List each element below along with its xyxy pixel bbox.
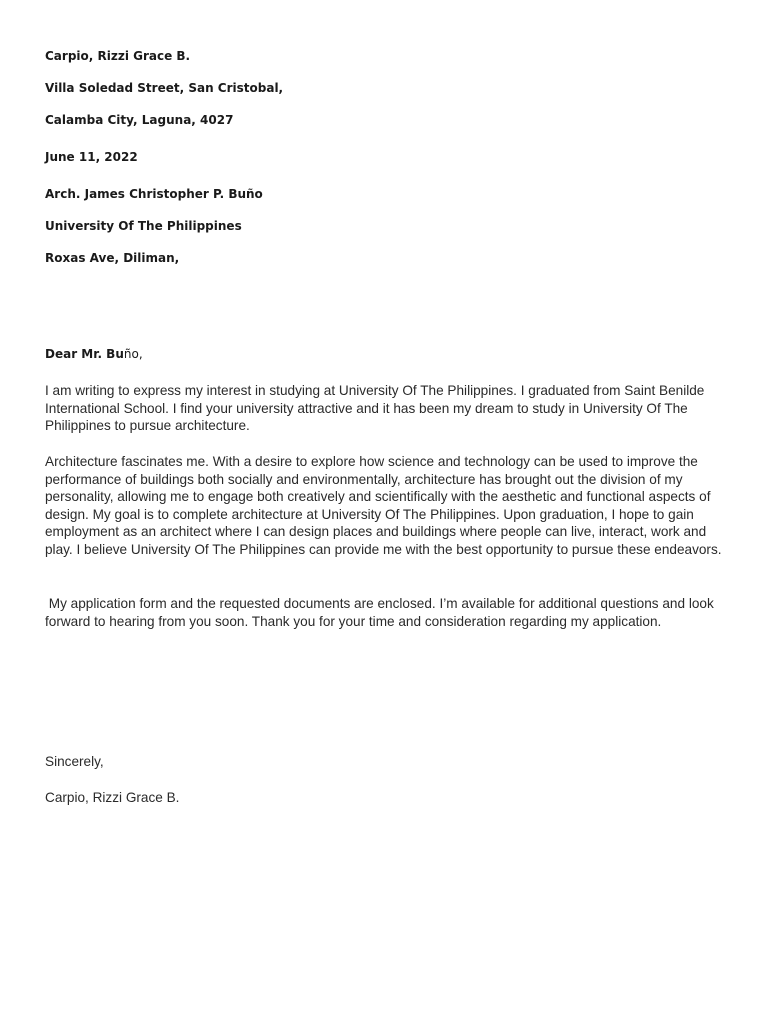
recipient-institution: University Of The Philippines	[45, 219, 242, 233]
closing: Sincerely,	[45, 754, 104, 769]
letter-date: June 11, 2022	[45, 150, 138, 164]
sender-name: Carpio, Rizzi Grace B.	[45, 49, 191, 63]
salutation-text: Dear Mr. Bu	[45, 347, 124, 361]
body-paragraph-3: My application form and the requested documents are enclosed. I’m available for additional questions and look forward to hearing from you soon. Thank you for your time and consideration regarding my application.	[45, 596, 718, 629]
recipient-name: Arch. James Christopher P. Buño	[45, 187, 263, 201]
recipient-address: Roxas Ave, Diliman,	[45, 251, 180, 265]
signature: Carpio, Rizzi Grace B.	[45, 790, 180, 805]
salutation-suffix: ño,	[123, 347, 143, 361]
body-paragraph-1: I am writing to express my interest in studying at University Of The Philippines. I graduated from Saint Benilde International School. I find your university attractive and it has been my dream to study in University Of The Philippines to pursue architecture.	[45, 383, 705, 434]
sender-address-line2: Calamba City, Laguna, 4027	[45, 113, 234, 127]
body-paragraph-2: Architecture fascinates me. With a desire to explore how science and technology can be used to improve the performance of buildings both socially and environmentally, architecture has brought out the division of my personality, allowing me to engage both creatively and scientifically with the aesthetic and functional aspects of design. My goal is to complete architecture at University Of The Philippines. Upon graduation, I hope to gain employment as an architect where I can design places and buildings where people can live, interact, work and play. I believe University Of The Philippines can provide me with the best opportunity to pursue these endeavors.	[45, 454, 722, 557]
salutation	[45, 347, 143, 362]
sender-address-line1: Villa Soledad Street, San Cristobal,	[45, 81, 284, 95]
